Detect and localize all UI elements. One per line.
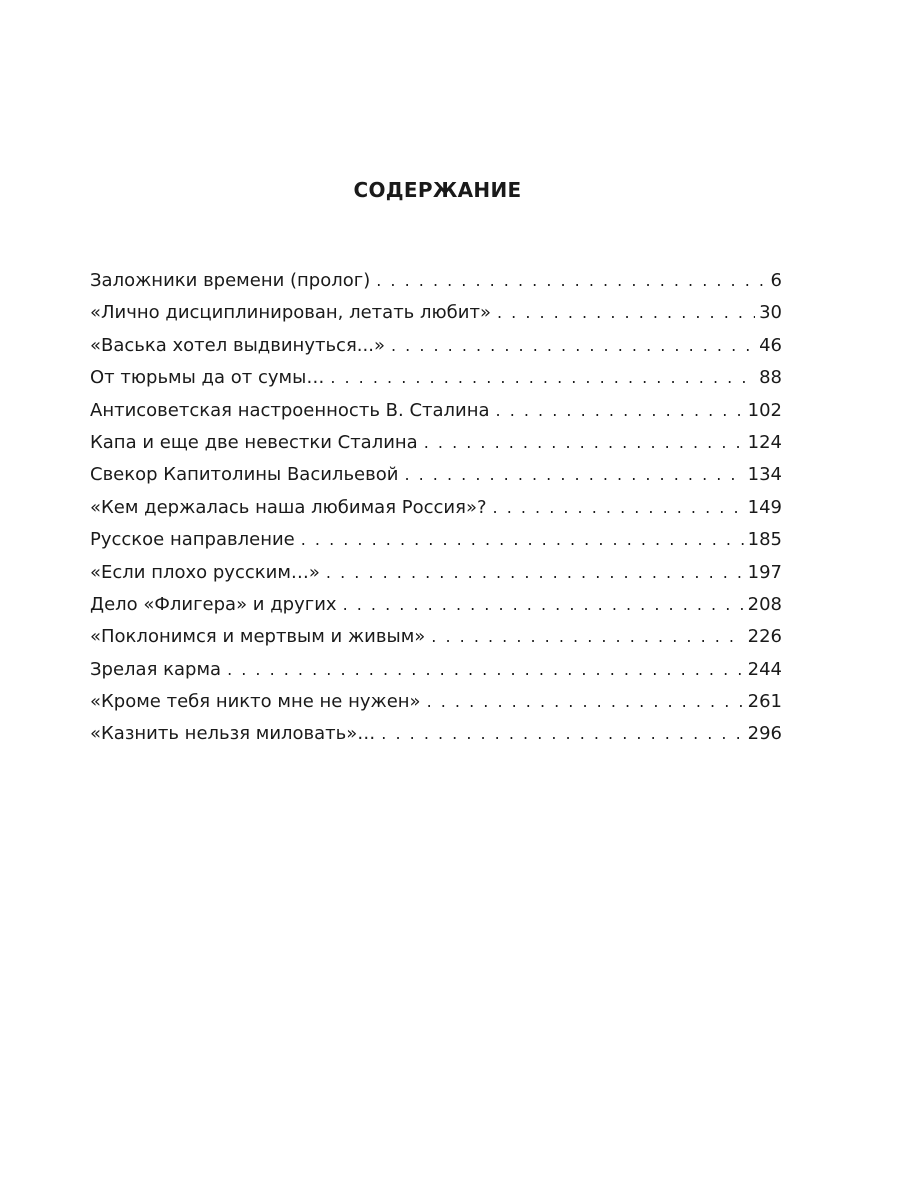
toc-entry-page-number: 124 bbox=[747, 431, 782, 453]
toc-entry-page-number: 149 bbox=[747, 496, 782, 518]
toc-entry-title: Русское направление bbox=[90, 529, 295, 551]
toc-entry bbox=[90, 427, 782, 459]
toc-entry-page-number: 185 bbox=[747, 529, 782, 551]
toc-entry-title: Свекор Капитолины Васильевой bbox=[90, 464, 399, 486]
dot-leader bbox=[391, 330, 755, 362]
toc-entry bbox=[90, 459, 782, 491]
toc-entry bbox=[90, 297, 782, 329]
toc-entry-page-number: 102 bbox=[747, 399, 782, 421]
toc-entry-page-number: 261 bbox=[747, 691, 782, 713]
toc-entry-title: От тюрьмы да от сумы… bbox=[90, 367, 325, 389]
dot-leader bbox=[301, 524, 744, 556]
dot-leader bbox=[227, 654, 744, 686]
toc-entry-title: «Поклонимся и мертвым и живым» bbox=[90, 626, 426, 648]
toc-entry-page-number: 46 bbox=[759, 334, 782, 356]
dot-leader bbox=[427, 686, 744, 718]
toc-entry-title: «Кроме тебя никто мне не нужен» bbox=[90, 691, 421, 713]
toc-entry bbox=[90, 265, 782, 297]
toc-entry-page-number: 30 bbox=[759, 302, 782, 324]
toc-entry-page-number: 197 bbox=[747, 561, 782, 583]
dot-leader bbox=[404, 459, 743, 491]
toc-entry bbox=[90, 362, 782, 394]
toc-entry bbox=[90, 686, 782, 718]
dot-leader bbox=[381, 718, 743, 750]
dot-leader bbox=[376, 265, 766, 297]
table-of-contents bbox=[90, 265, 782, 751]
toc-entry-page-number: 208 bbox=[747, 593, 782, 615]
toc-entry-page-number: 6 bbox=[770, 270, 782, 291]
toc-entry-title: Дело «Флигера» и других bbox=[90, 593, 337, 615]
toc-entry-page-number: 244 bbox=[747, 658, 782, 680]
toc-entry-title: «Если плохо русским…» bbox=[90, 561, 320, 583]
dot-leader bbox=[343, 589, 744, 621]
toc-entry-page-number: 88 bbox=[759, 367, 782, 389]
dot-leader bbox=[431, 621, 743, 653]
toc-entry bbox=[90, 492, 782, 524]
toc-entry-title: «Лично дисциплинирован, летать любит» bbox=[90, 302, 491, 324]
dot-leader bbox=[497, 297, 755, 329]
toc-entry-title: Капа и еще две невестки Сталина bbox=[90, 431, 418, 453]
toc-entry-page-number: 226 bbox=[747, 626, 782, 648]
toc-entry bbox=[90, 330, 782, 362]
toc-entry bbox=[90, 557, 782, 589]
toc-entry bbox=[90, 589, 782, 621]
toc-entry bbox=[90, 395, 782, 427]
dot-leader bbox=[326, 557, 744, 589]
toc-entry-page-number: 296 bbox=[747, 723, 782, 745]
toc-entry-title: «Казнить нельзя миловать»… bbox=[90, 723, 376, 745]
toc-entry-title: Антисоветская настроенность В. Сталина bbox=[90, 399, 490, 421]
toc-entry-title: Заложники времени (пролог) bbox=[90, 270, 371, 291]
toc-entry bbox=[90, 524, 782, 556]
toc-entry-page-number: 134 bbox=[747, 464, 782, 486]
toc-entry bbox=[90, 621, 782, 653]
dot-leader bbox=[424, 427, 744, 459]
dot-leader bbox=[330, 362, 755, 394]
page-title: СОДЕРЖАНИЕ bbox=[353, 178, 522, 202]
dot-leader bbox=[496, 395, 744, 427]
toc-entry-title: «Кем держалась наша любимая Россия»? bbox=[90, 496, 487, 518]
toc-entry bbox=[90, 654, 782, 686]
toc-entry-title: Зрелая карма bbox=[90, 658, 222, 680]
toc-entry bbox=[90, 718, 782, 750]
dot-leader bbox=[493, 492, 744, 524]
toc-entry-title: «Васька хотел выдвинуться...» bbox=[90, 334, 385, 356]
